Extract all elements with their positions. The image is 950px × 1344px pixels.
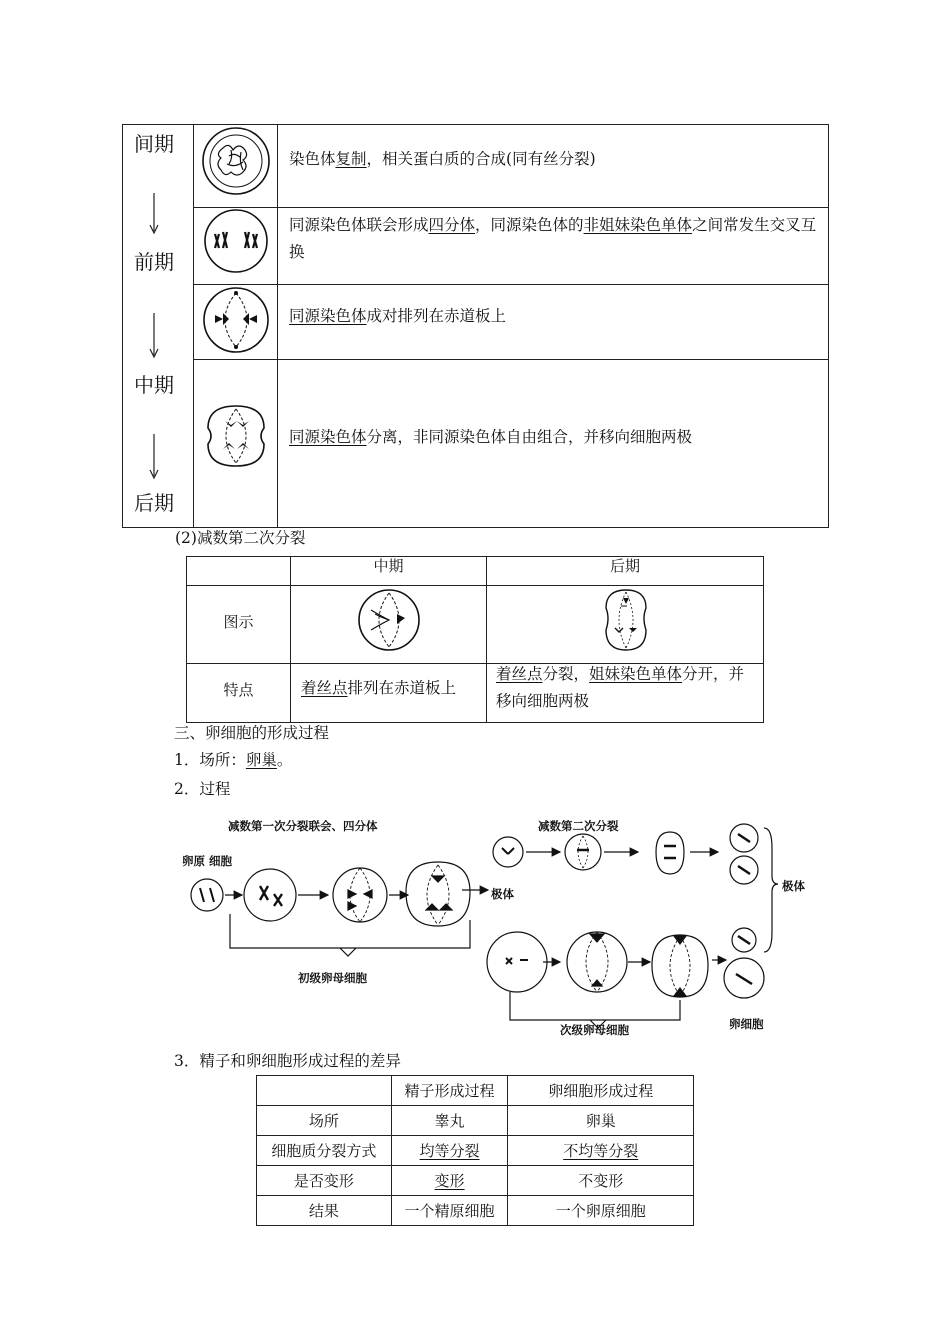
row-label: 是否变形 (257, 1166, 392, 1196)
table-row (257, 1166, 694, 1196)
egg-cell (508, 1106, 694, 1136)
metaphase2-feature (301, 675, 481, 702)
text-segment: ，相关蛋白质的合成(同有丝分裂) (366, 150, 596, 168)
interphase-cell-image (201, 126, 271, 196)
down-arrow-icon (147, 313, 161, 359)
process-heading: 2．过程 (174, 780, 231, 798)
row-label: 结果 (257, 1196, 392, 1226)
egg-value: 一个卵原细胞 (555, 1202, 646, 1220)
text-segment: 分裂， (542, 665, 590, 683)
egg-value: 不变形 (578, 1172, 624, 1190)
anaphase1-cell-image (203, 403, 269, 469)
table-row (257, 1106, 694, 1136)
metaphase-description (289, 303, 819, 330)
stage-prophase: 前期 (134, 250, 174, 274)
oogenesis-diagram-graphic (180, 810, 820, 1045)
prophase-cell-image (203, 208, 269, 274)
down-arrow-icon (147, 193, 161, 235)
metaphase1-cell-image (201, 285, 271, 355)
place-prefix: 1．场所： (174, 751, 246, 769)
sperm-value: 均等分裂 (419, 1142, 480, 1160)
table-row (257, 1136, 694, 1166)
place-value: 卵巢 (245, 751, 277, 769)
sperm-value: 睾丸 (434, 1112, 465, 1130)
key-term: 着丝点 (496, 665, 543, 683)
text-segment: 排列在赤道板上 (347, 679, 457, 697)
stage-metaphase: 中期 (134, 373, 174, 397)
row-label: 细胞质分裂方式 (257, 1136, 392, 1166)
diff-title: 3．精子和卵细胞形成过程的差异 (174, 1052, 401, 1070)
diff-header-sperm: 精子形成过程 (391, 1076, 508, 1106)
sperm-cell (391, 1136, 508, 1166)
sperm-value: 变形 (434, 1172, 465, 1190)
diff-table-header (257, 1076, 694, 1106)
text-segment: 成对排列在赤道板上 (366, 307, 507, 325)
text-segment: ，同源染色体的 (475, 216, 584, 234)
label-secondary-oocyte: 次级卵母细胞 (560, 1023, 629, 1037)
egg-cell (508, 1166, 694, 1196)
key-term: 同源染色体 (289, 307, 367, 325)
key-term: 着丝点 (301, 679, 348, 697)
stage-anaphase: 后期 (134, 491, 174, 515)
egg-cell (508, 1196, 694, 1226)
anaphase2-feature (496, 661, 758, 715)
diff-table (256, 1075, 694, 1226)
label-polar-body-1: 极体 (491, 887, 514, 901)
column-metaphase: 中期 (373, 557, 404, 575)
label-oogonium: 卵原 细胞 (182, 854, 233, 868)
oogenesis-diagram (180, 810, 820, 1045)
label-egg: 卵细胞 (729, 1017, 764, 1031)
text-segment: 同源染色体联会形成 (289, 216, 429, 234)
section3-title: 三、卵细胞的形成过程 (174, 724, 330, 742)
egg-value: 不均等分裂 (563, 1142, 639, 1160)
sperm-cell (391, 1166, 508, 1196)
key-term: 非姐妹染色单体 (583, 216, 693, 234)
stage-interphase: 间期 (134, 132, 174, 156)
key-term: 同源染色体 (289, 428, 367, 446)
diff-header-blank (257, 1076, 392, 1106)
meiosis2-heading: (2)减数第二次分裂 (175, 529, 306, 547)
row-feature-label: 特点 (223, 681, 254, 699)
column-anaphase: 后期 (609, 557, 640, 575)
key-term: 复制 (335, 150, 367, 168)
text-segment: 分离，非同源染色体自由组合，并移向细胞两极 (366, 428, 693, 446)
table-row (257, 1196, 694, 1226)
anaphase-description (289, 424, 819, 451)
sperm-cell (391, 1106, 508, 1136)
label-meiosis2: 减数第二次分裂 (538, 819, 619, 833)
metaphase2-cell-image (357, 588, 421, 652)
interphase-description (289, 146, 819, 173)
key-term: 姐妹染色单体 (589, 665, 683, 683)
label-meiosis1: 减数第一次分裂联会、四分体 (228, 819, 378, 833)
prophase-description (289, 212, 819, 266)
sperm-value: 一个精原细胞 (404, 1202, 495, 1220)
text-segment: 染色体 (289, 150, 336, 168)
egg-cell (508, 1136, 694, 1166)
down-arrow-icon (147, 434, 161, 480)
place-suffix: 。 (276, 751, 293, 769)
key-term: 四分体 (428, 216, 476, 234)
label-polar-body-2: 极体 (782, 879, 805, 893)
row-label: 场所 (257, 1106, 392, 1136)
label-primary-oocyte: 初级卵母细胞 (298, 971, 367, 985)
place-line (174, 748, 292, 770)
text-segment: 之间常发生交叉互换 (289, 216, 817, 261)
diff-header-egg: 卵细胞形成过程 (508, 1076, 694, 1106)
text-segment: 分开，并移向细胞两极 (496, 665, 745, 710)
row-diagram-label: 图示 (223, 613, 254, 631)
egg-value: 卵巢 (585, 1112, 616, 1130)
anaphase2-cell-image (603, 588, 649, 652)
sperm-cell (391, 1196, 508, 1226)
